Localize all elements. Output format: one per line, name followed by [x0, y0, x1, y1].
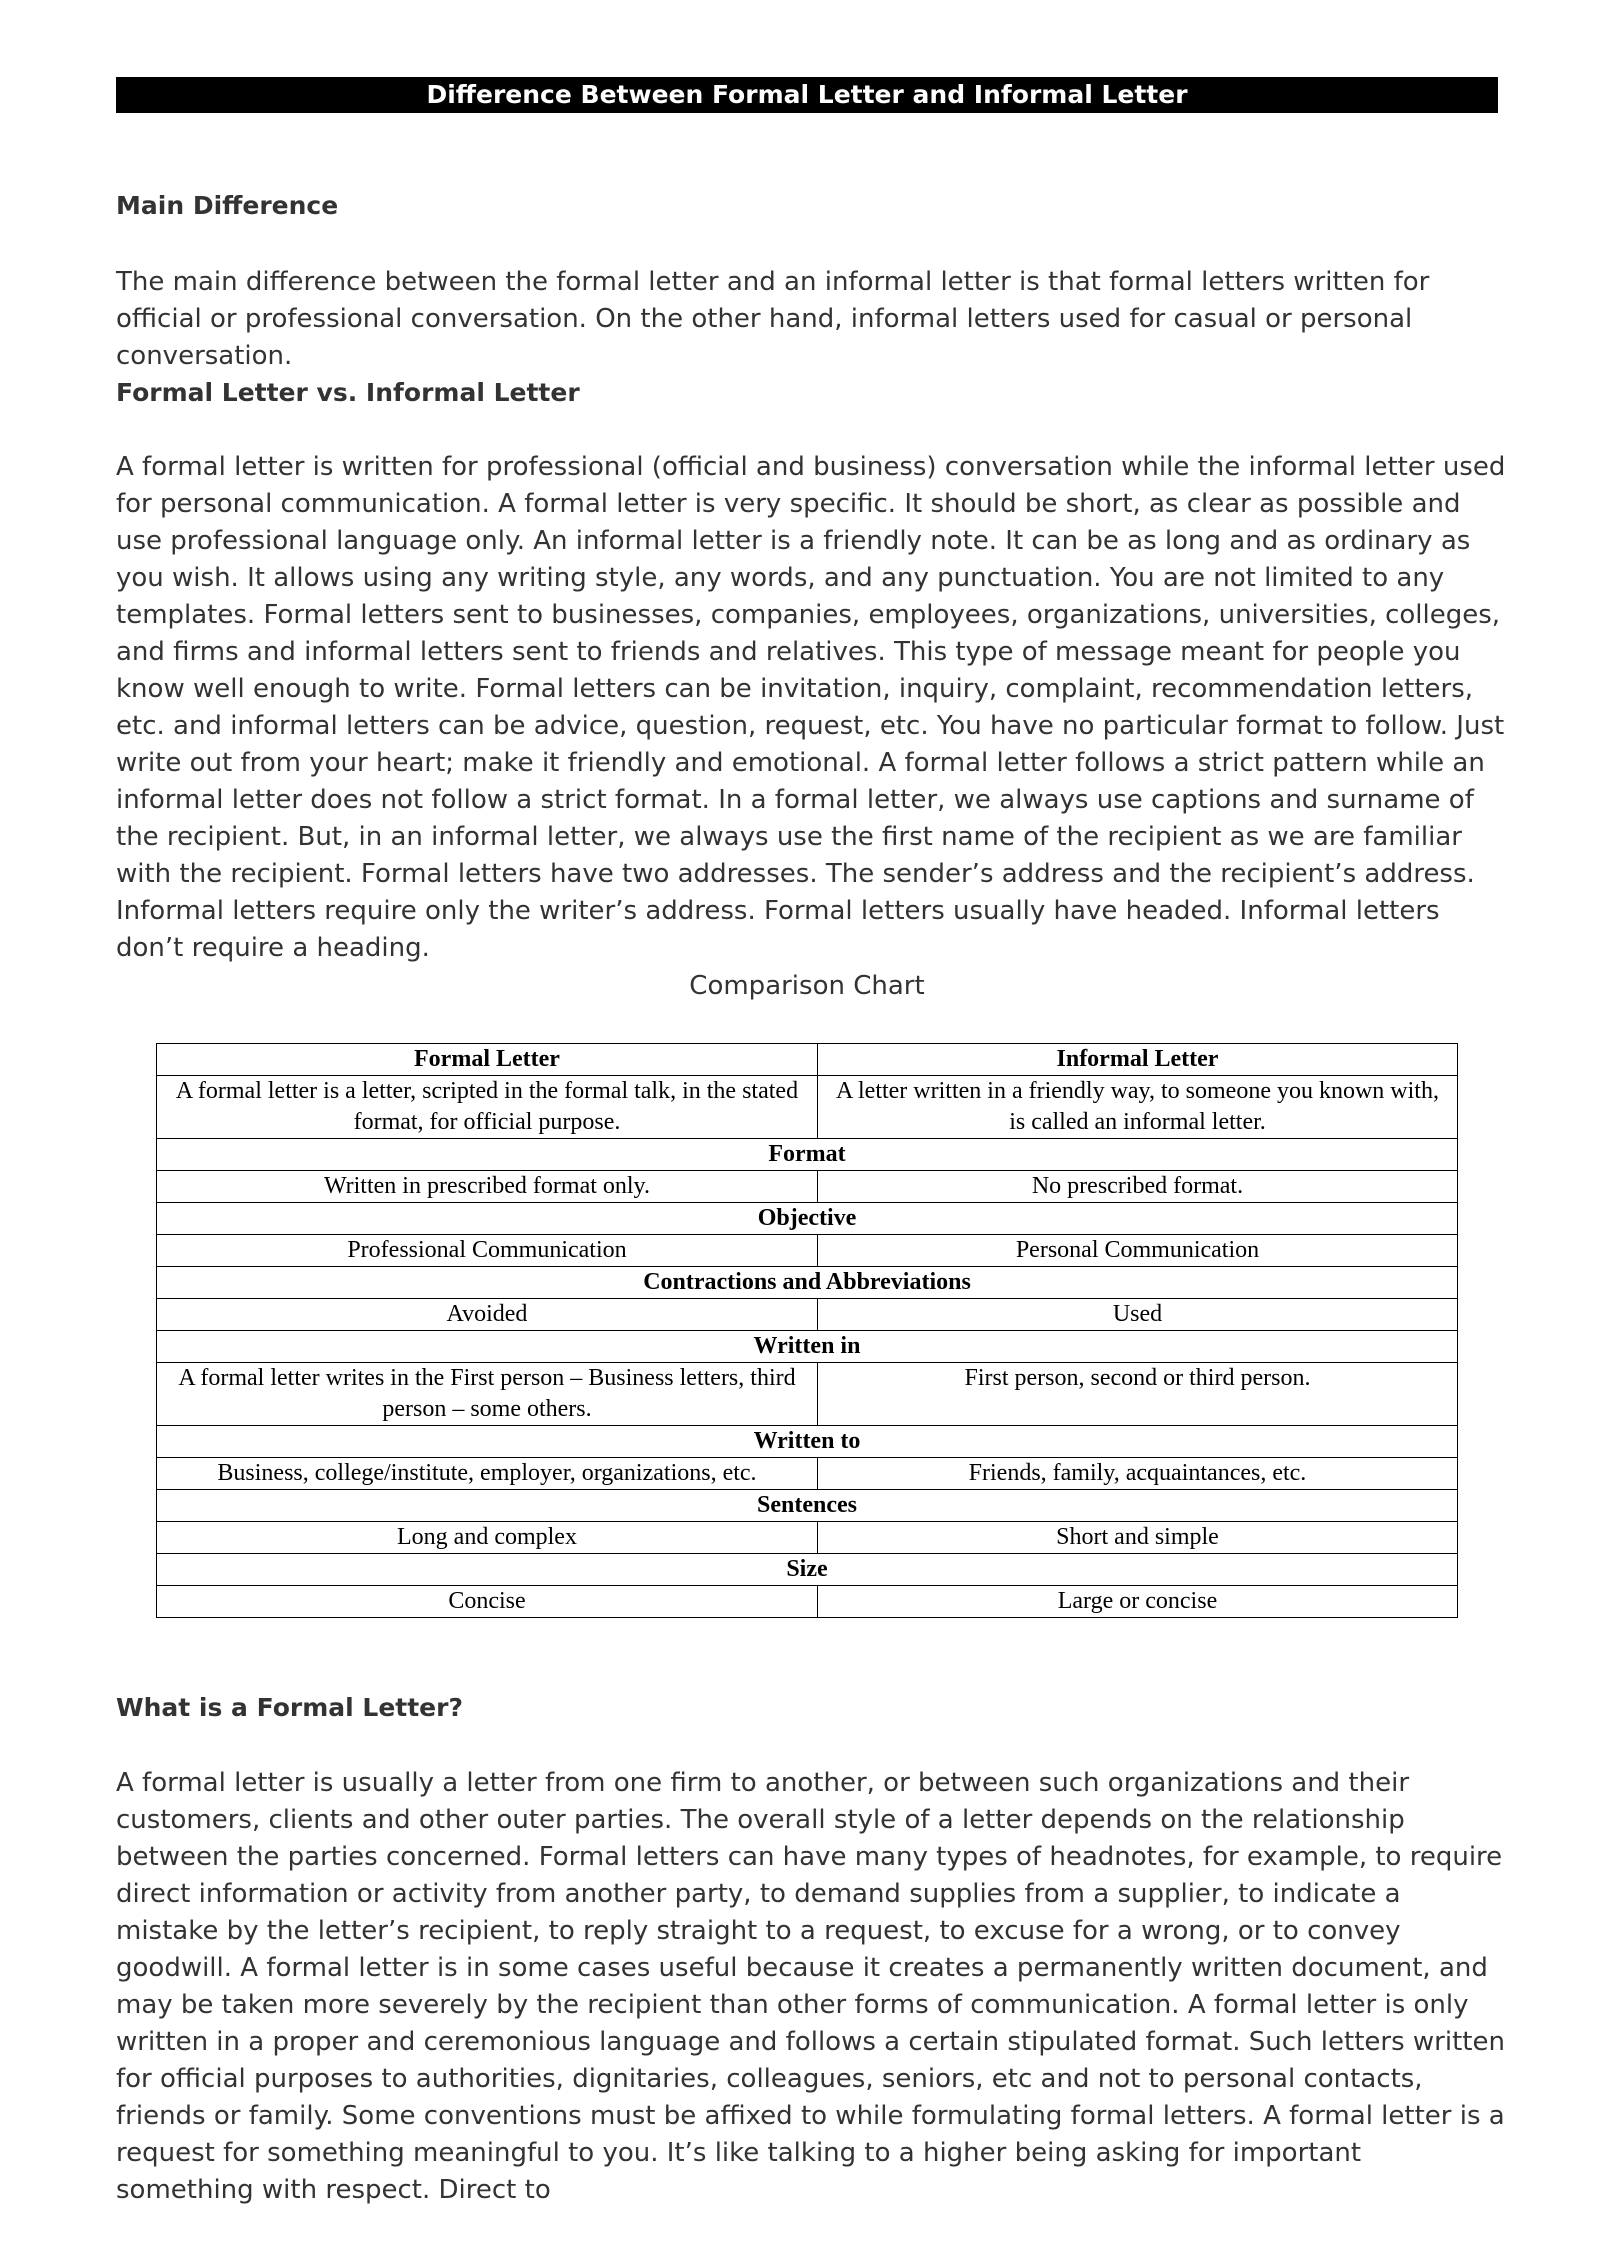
section-label-sentences: Sentences [157, 1490, 1458, 1522]
cell-informal-definition: A letter written in a friendly way, to someone you known with, is called an informal letter. [817, 1076, 1457, 1139]
table-header-row [157, 1044, 1458, 1076]
cell-formal: A formal letter writes in the First person – Business letters, third person – some others. [157, 1363, 818, 1426]
paragraph-what-is-formal-letter: A formal letter is usually a letter from one firm to another, or between such organizations and their customers, clients and other outer parties. The overall style of a letter depends on the relationship between the parties concerned. Formal letters can have many types of headnotes, for example, to require direct information or activity from another party, to demand supplies from a supplier, to indicate a mistake by the letter’s recipient, to reply straight to a request, to excuse for a wrong, or to convey goodwill. A formal letter is in some cases useful because it creates a permanently written document, and may be taken more severely by the recipient than other forms of communication. A formal letter is only written in a proper and ceremonious language and follows a certain stipulated format. Such letters written for official purposes to authorities, dignitaries, colleagues, seniors, etc and not to personal contacts, friends or family. Some conventions must be affixed to while formulating formal letters. A formal letter is a request for something meaningful to you. It’s like talking to a higher being asking for important something with respect. Direct to [116, 1768, 1505, 2205]
cell-informal: Friends, family, acquaintances, etc. [817, 1458, 1457, 1490]
heading-what-is-formal-letter: What is a Formal Letter? [116, 1693, 463, 1722]
cell-informal: Large or concise [817, 1586, 1457, 1618]
paragraph-formal-vs-informal: A formal letter is written for professional (official and business) conversation while the informal letter used for personal communication. A formal letter is very specific. It should be short, as clear as possible and use professional language only. An informal letter is a friendly note. It can be as long and as ordinary as you wish. It allows using any writing style, any words, and any punctuation. You are not limited to any templates. Formal letters sent to businesses, companies, employees, organizations, universities, colleges, and firms and informal letters sent to friends and relatives. This type of message meant for people you know well enough to write. Formal letters can be invitation, inquiry, complaint, recommendation letters, etc. and informal letters can be advice, question, request, etc. You have no particular format to follow. Just write out from your heart; make it friendly and emotional. A formal letter follows a strict pattern while an informal letter does not follow a strict format. In a formal letter, we always use captions and surname of the recipient. But, in an informal letter, we always use the first name of the recipient as we are familiar with the recipient. Formal letters have two addresses. The sender’s address and the recipient’s address. Informal letters require only the writer’s address. Formal letters usually have headed. Informal letters don’t require a heading. [116, 452, 1506, 963]
cell-formal: Concise [157, 1586, 818, 1618]
table-row [157, 1171, 1458, 1203]
comparison-chart-caption: Comparison Chart [689, 971, 925, 1001]
cell-informal: Used [817, 1299, 1457, 1331]
section-label-written-to: Written to [157, 1426, 1458, 1458]
section-row [157, 1203, 1458, 1235]
table-row [157, 1299, 1458, 1331]
section-row [157, 1490, 1458, 1522]
cell-formal: Avoided [157, 1299, 818, 1331]
section-row [157, 1554, 1458, 1586]
cell-formal: Business, college/institute, employer, organizations, etc. [157, 1458, 818, 1490]
cell-formal-definition: A formal letter is a letter, scripted in the formal talk, in the stated format, for official purpose. [157, 1076, 818, 1139]
cell-formal: Professional Communication [157, 1235, 818, 1267]
heading-main-difference: Main Difference [116, 191, 339, 220]
header-formal-letter: Formal Letter [157, 1044, 818, 1076]
section-row [157, 1426, 1458, 1458]
cell-formal: Written in prescribed format only. [157, 1171, 818, 1203]
section-label-objective: Objective [157, 1203, 1458, 1235]
table-row [157, 1458, 1458, 1490]
comparison-table [156, 1043, 1458, 1618]
cell-informal: First person, second or third person. [817, 1363, 1457, 1426]
header-informal-letter: Informal Letter [817, 1044, 1457, 1076]
section-row [157, 1331, 1458, 1363]
section-row [157, 1267, 1458, 1299]
paragraph-main-difference: The main difference between the formal letter and an informal letter is that formal letters written for official or professional conversation. On the other hand, informal letters used for casual or personal conversation. [116, 267, 1430, 371]
heading-formal-vs-informal: Formal Letter vs. Informal Letter [116, 378, 580, 407]
section-label-format: Format [157, 1139, 1458, 1171]
table-row [157, 1076, 1458, 1139]
section-label-size: Size [157, 1554, 1458, 1586]
table-row [157, 1522, 1458, 1554]
section-row [157, 1139, 1458, 1171]
section-label-contractions: Contractions and Abbreviations [157, 1267, 1458, 1299]
cell-informal: Short and simple [817, 1522, 1457, 1554]
cell-informal: Personal Communication [817, 1235, 1457, 1267]
table-row [157, 1586, 1458, 1618]
document-title: Difference Between Formal Letter and Informal Letter [116, 77, 1498, 113]
table-row [157, 1235, 1458, 1267]
cell-informal: No prescribed format. [817, 1171, 1457, 1203]
table-row [157, 1363, 1458, 1426]
section-label-written-in: Written in [157, 1331, 1458, 1363]
cell-formal: Long and complex [157, 1522, 818, 1554]
